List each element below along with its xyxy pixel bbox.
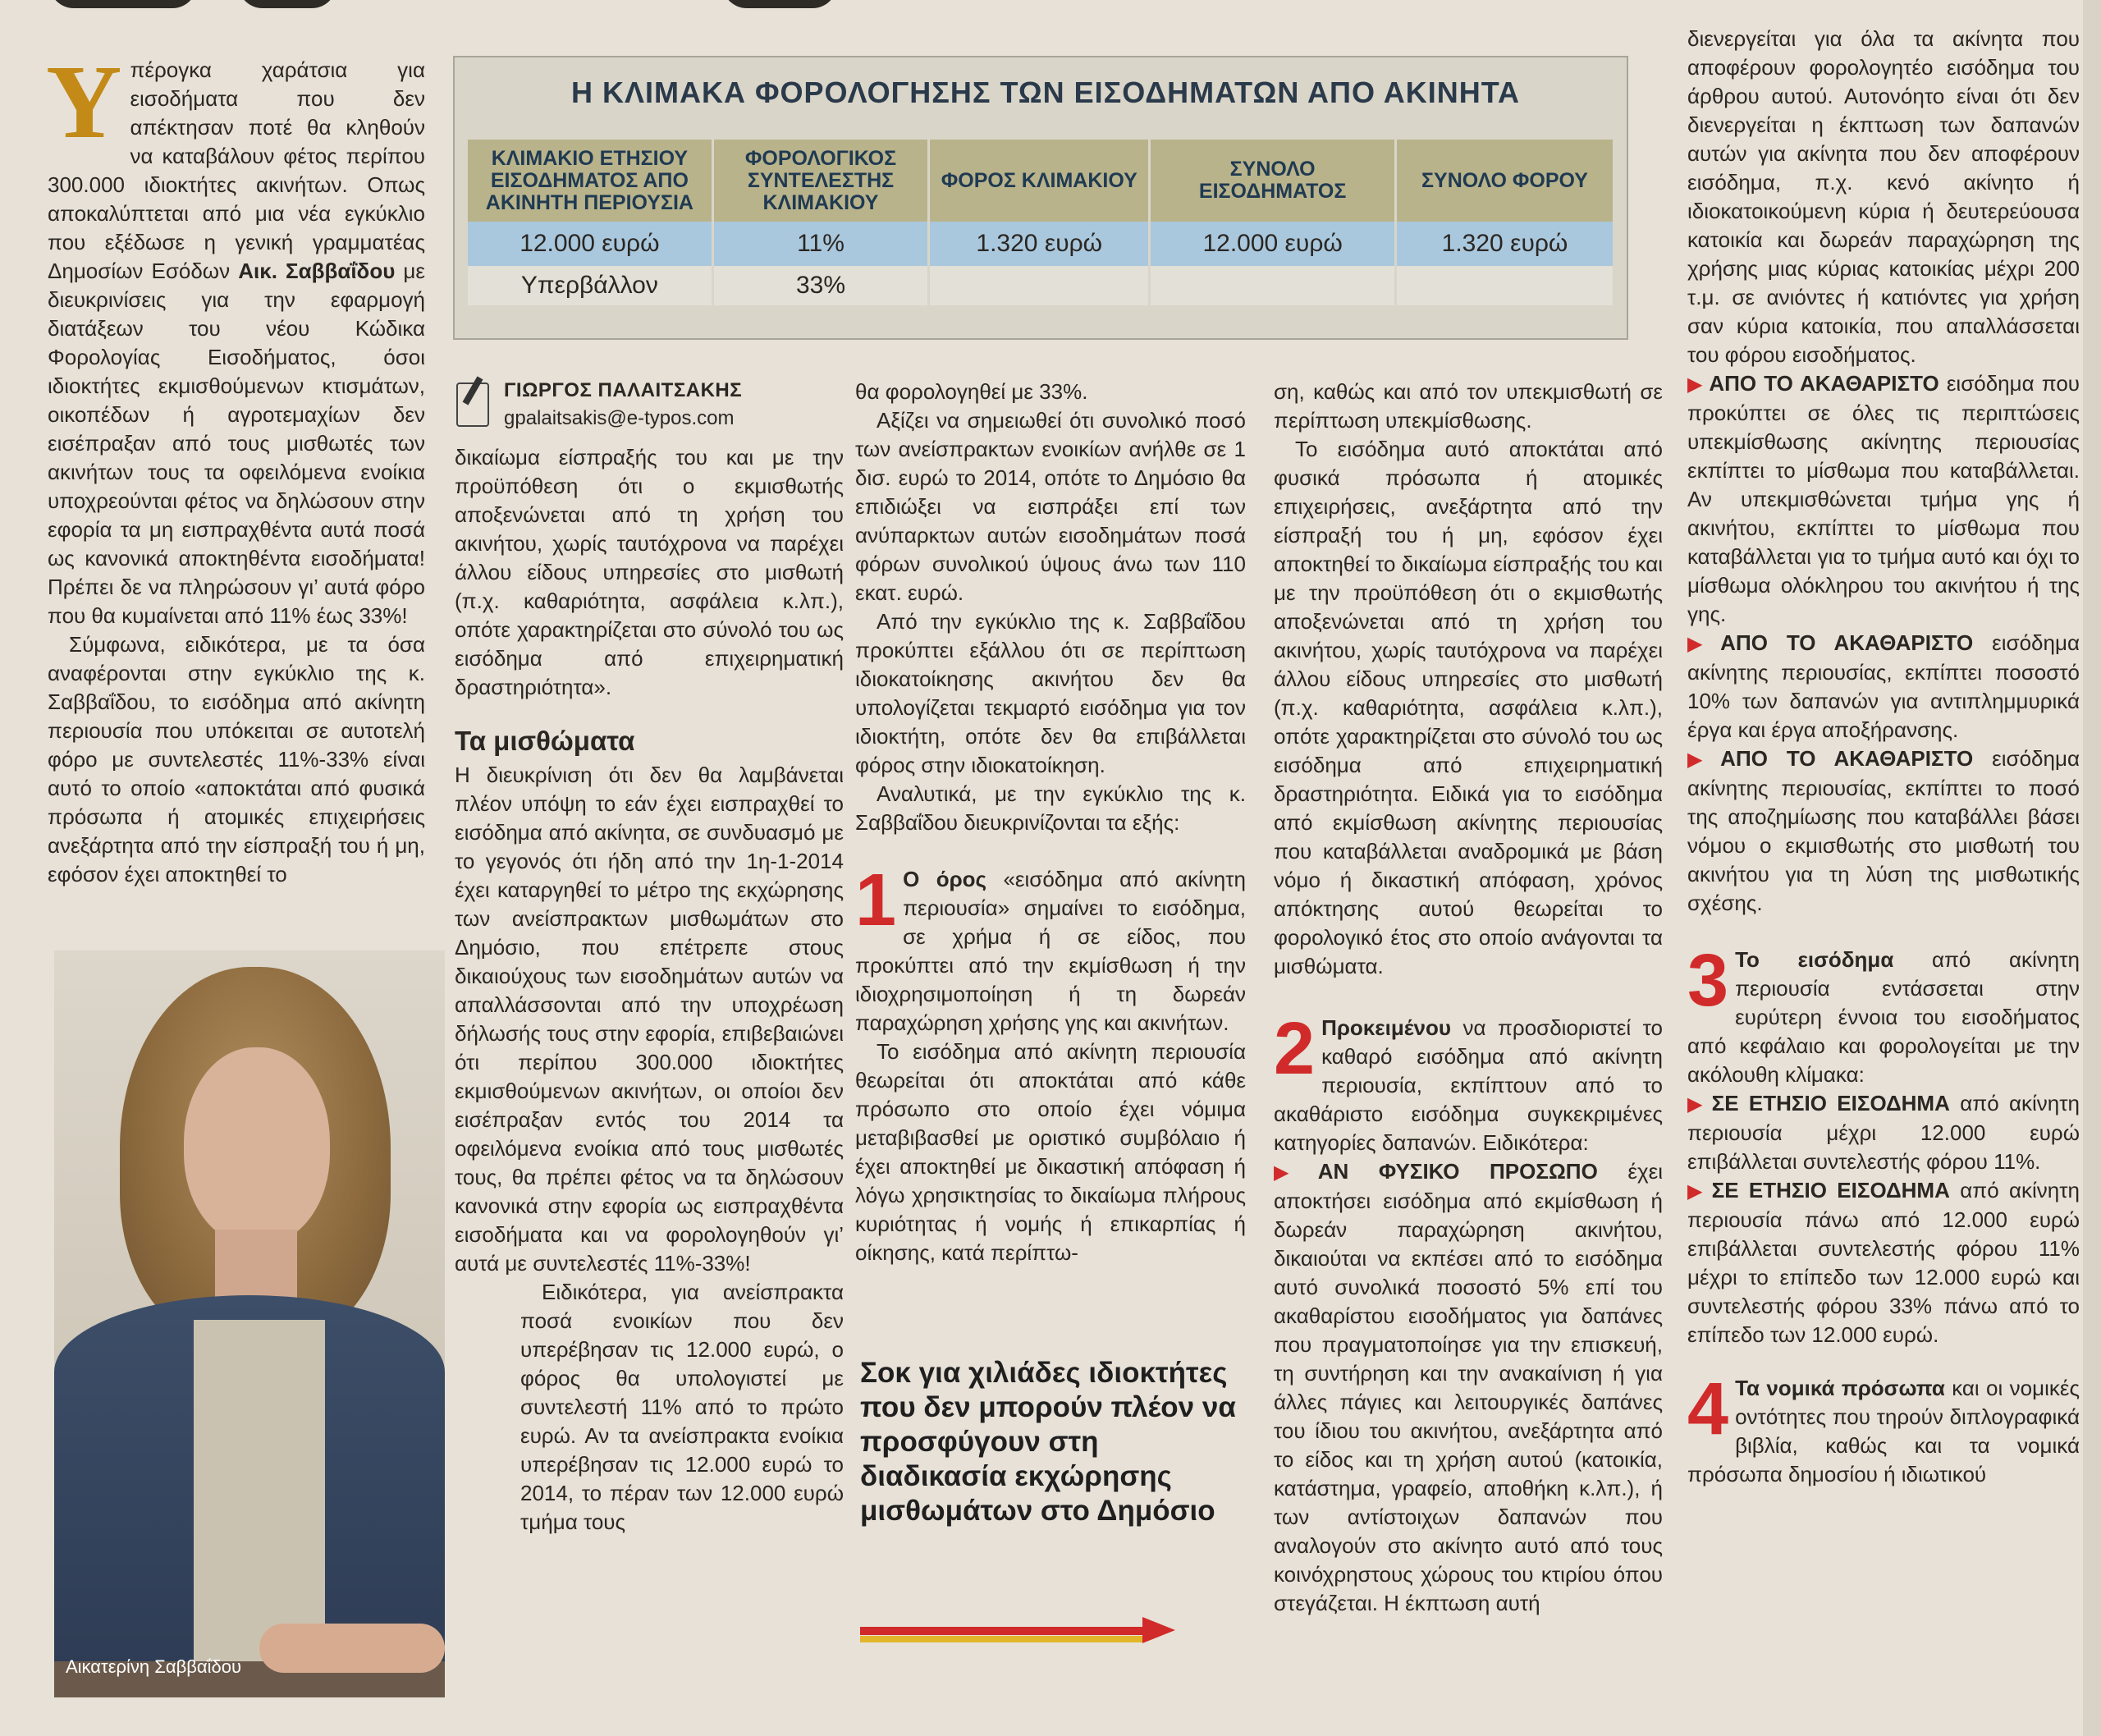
- numbered-item: [1274, 1008, 1663, 1157]
- table-title: Η ΚΛΙΜΑΚΑ ΦΟΡΟΛΟΓΗΣΗΣ ΤΩΝ ΕΙΣΟΔΗΜΑΤΩΝ ΑΠΟ ΑΚΙΝΗΤΑ: [570, 76, 1521, 109]
- table-cell: [1150, 266, 1396, 305]
- tax-scale-table: [468, 140, 1615, 305]
- bullet-item: [1687, 744, 2080, 918]
- paragraph: Το εισόδημα αυτό αποκτάται από φυσικά πρόσωπα ή ατομικές επιχειρήσεις, ανεξάρτητα από την είσπραξή του ή μη, εφόσον έχει αποκτηθεί το δικαίωμα είσπραξής του και με την προϋπόθεση ότι ο εκμισθωτής αποξενώνεται από τη χρήση του ακινήτου, χωρίς ταυτόχρονα να παρέχει άλλου είδους υπηρεσίες στο μισθωτή (π.χ. καθαριότητα, ασφάλεια κ.λπ.), οπότε χαρακτηρίζεται στο σύνολό του ως εισόδημα από επιχειρηματική δραστηριότητα. Ειδικά για το εισόδημα από εκμίσθωση ακίνητης περιουσίας που καταβάλλεται αναδρομικά με βάση νόμο ή δικαστική απόφαση, χρόνος απόκτησης αυτού θεωρείται το φορολογικό έτος στο οποίο ανάγονται τα μισθώματα.: [1274, 437, 1663, 978]
- bullet-text: εισόδημα ακίνητης περιουσίας, εκπίπτει το ποσό της αποζημίωσης που καταβάλλει βάσει νόμου ο εκμισθωτής στο μισθωτή του ακινήτου για τη λύση της μισθωτικής σχέσης.: [1687, 746, 2080, 915]
- bullet-text: από ακίνητη περιουσία μέχρι 12.000 ευρώ επιβάλλεται συντελεστής φόρου 11%.: [1687, 1091, 2080, 1174]
- bullet-lead: ΣΕ ΕΤΗΣΙΟ ΕΙΣΟΔΗΜΑ: [1711, 1091, 1950, 1115]
- bullet-item: [1274, 1157, 1663, 1618]
- tax-scale-table-box: [453, 56, 1628, 340]
- table-row: [468, 266, 1614, 305]
- arrow-icon: ▶: [1687, 1093, 1707, 1115]
- paragraph: ση, καθώς και από τον υπεκμισθωτή σε περίπτωση υπεκμίσθωσης.: [1274, 379, 1663, 433]
- headline-glyph: [722, 0, 837, 8]
- drop-cap: Υ: [46, 44, 122, 160]
- photo-face: [184, 1047, 330, 1244]
- bullet-item: [1687, 1176, 2080, 1349]
- item-text: και οι νομικές οντότητες που τηρούν διπλογραφικά βιβλία, καθώς και τα νομικά πρόσωπα δημοσίου ή ιδιωτικού: [1687, 1376, 2080, 1486]
- numbered-item: [1687, 940, 2080, 1089]
- table-cell: 11%: [712, 222, 928, 266]
- item-number: 1: [855, 859, 897, 941]
- article-column-4: [1274, 378, 1663, 1618]
- paragraph: θα φορολογηθεί με 33%.: [855, 379, 1088, 404]
- bullet-lead: ΣΕ ΕΤΗΣΙΟ ΕΙΣΟΔΗΜΑ: [1711, 1178, 1950, 1202]
- table-cell: 1.320 ευρώ: [929, 222, 1150, 266]
- bullet-lead: ΑΠΟ ΤΟ ΑΚΑΘΑΡΙΣΤΟ: [1720, 746, 1974, 771]
- arrow-icon: ▶: [1687, 1180, 1707, 1202]
- table-cell: [1396, 266, 1614, 305]
- headline-remnant: [49, 0, 1198, 16]
- table-cell: 33%: [712, 266, 928, 305]
- paragraph: Ειδικότερα, για ανείσπρακτα ποσά ενοικίων που δεν υπερέβησαν τις 12.000 ευρώ, ο φόρος θα υπολογιστεί με συντελεστή 11% από το πρώτο ευρώ. Αν τα ανείσπρακτα ενοίκια υπερέβησαν τις 12.000 ευρώ το 2014, το πέραν των 12.000 ευρώ τμήμα τους: [520, 1280, 844, 1534]
- bullet-item: [1687, 369, 2080, 629]
- item-lead: Τα νομικά πρόσωπα: [1735, 1376, 1945, 1400]
- table-cell: Υπερβάλλον: [468, 266, 712, 305]
- bullet-text: από ακίνητη περιουσία πάνω από 12.000 ευρώ επιβάλλεται συντελεστής φόρου 11% μέχρι το επίπεδο των 12.000 ευρώ και συντελεστής φόρου 33% πάνω από το επίπεδο των 12.000 ευρώ.: [1687, 1178, 2080, 1347]
- article-column-2: [455, 443, 844, 1537]
- pull-quote-notch: [1142, 1617, 1175, 1643]
- arrow-icon: ▶: [1274, 1161, 1313, 1184]
- page-edge: [2083, 0, 2101, 1736]
- bullet-text: εισόδημα που προκύπτει σε όλες τις περιπτώσεις υπεκμίσθωσης ακίνητης περιουσίας εκπίπτει το μίσθωμα που καταβάλλεται. Αν υπεκμισθώνεται τμήμα γης ή ακινήτου, εκπίπτει το μίσθωμα που καταβάλλεται για το τμήμα αυτό και όχι το μίσθωμα ολόκληρου του ακινήτου ή της γης.: [1687, 371, 2080, 626]
- table-cell: [929, 266, 1150, 305]
- item-lead: Προκειμένου: [1321, 1015, 1451, 1040]
- article-column-3: [855, 378, 1246, 1267]
- bullet-lead: ΑΠΟ ΤΟ ΑΚΑΘΑΡΙΣΤΟ: [1709, 371, 1939, 396]
- author-byline: [456, 379, 834, 435]
- portrait-photo: [54, 950, 445, 1697]
- item-number: 4: [1687, 1368, 1729, 1450]
- lead-paragraph: [46, 44, 426, 630]
- paragraph: Το εισόδημα από ακίνητη περιουσία θεωρείται ότι αποκτάται από κάθε πρόσωπο στο οποίο έχει νόμιμα μεταβιβασθεί με οριστικό συμβόλαιο ή έχει αποκτηθεί με δικαστική απόφαση ή λόγω χρησικτησίας το δικαίωμα πλήρους κυριότητας ή νομής ή επικαρπίας ή οίκησης, κατά περίπτω-: [855, 1039, 1246, 1265]
- bullet-lead: ΑΝ ΦΥΣΙΚΟ ΠΡΟΣΩΠΟ: [1317, 1159, 1598, 1184]
- item-number: 2: [1274, 1008, 1316, 1090]
- table-row: [468, 222, 1614, 266]
- bullet-item: [1687, 1089, 2080, 1176]
- table-header: ΦΟΡΟΣ ΚΛΙΜΑΚΙΟΥ: [929, 140, 1150, 222]
- headline-glyph: [238, 0, 336, 8]
- numbered-item: [1687, 1368, 2080, 1489]
- lead-text: πέρογκα χαράτσια για εισοδήματα που δεν απέκτησαν ποτέ θα κληθούν να καταβάλουν φέτος περίπου 300.000 ιδιοκτήτες ακινήτων. Οπως αποκαλύπτεται από μια νέα εγκύκλιο που εξέδωσε η γενική γραμματέας Δημοσίων Εσόδων: [48, 57, 425, 283]
- paragraph: Από την εγκύκλιο της κ. Σαββαΐδου προκύπτει εξάλλου ότι σε περίπτωση ιδιοκατοίκησης ακινήτου δεν θα υπολογίζεται τεκμαρτό εισόδημα για τον ιδιοκτήτη, οπότε δεν θα επιβάλλεται φόρος στην ιδιοκατοίκηση.: [855, 609, 1246, 777]
- paragraph: Αναλυτικά, με την εγκύκλιο της κ. Σαββαΐδου διευκρινίζονται τα εξής:: [855, 781, 1246, 835]
- table-cell: 12.000 ευρώ: [468, 222, 712, 266]
- pen-icon: [456, 382, 489, 427]
- numbered-item: [855, 859, 1246, 1037]
- paragraph: Σύμφωνα, ειδικότερα, με τα όσα αναφέρονται στην εγκύκλιο της κ. Σαββαΐδου, το εισόδημα από ακίνητη περιουσία που υπόκειται σε αυτοτελή φόρο με συντελεστές 11%-33% είναι αυτό το οποίο «αποκτάται από φυσικά πρόσωπα ή ατομικές επιχειρήσεις ανεξάρτητα από την είσπραξή του ή μη, εφόσον έχει αποκτηθεί το: [48, 632, 425, 886]
- photo-caption: Αικατερίνη Σαββαΐδου: [66, 1656, 242, 1677]
- table-header: ΚΛΙΜΑΚΙΟ ΕΤΗΣΙΟΥ ΕΙΣΟΔΗΜΑΤΟΣ ΑΠΟ ΑΚΙΝΗΤΗ ΠΕΡΙΟΥΣΙΑ: [468, 140, 712, 222]
- table-header: ΦΟΡΟΛΟΓΙΚΟΣ ΣΥΝΤΕΛΕΣΤΗΣ ΚΛΙΜΑΚΙΟΥ: [712, 140, 928, 222]
- item-text: από ακίνητη περιουσία εντάσσεται στην ευρύτερη έννοια του εισοδήματος από κεφάλαιο και φορολογείται με την ακόλουθη κλίμακα:: [1687, 947, 2080, 1087]
- table-header: ΣΥΝΟΛΟ ΕΙΣΟΔΗΜΑΤΟΣ: [1150, 140, 1396, 222]
- paragraph: Αξίζει να σημειωθεί ότι συνολικό ποσό των ανείσπρακτων ενοικίων ανήλθε σε 1 δισ. ευρώ το 2014, οπότε το Δημόσιο θα επιδιώξει να εισπράξει επί των ανύπαρκτων αυτών εισοδημάτων ποσά φόρων συνολικού ύψους άνω των 110 εκατ. ευρώ.: [855, 408, 1246, 605]
- table-cell: 12.000 ευρώ: [1150, 222, 1396, 266]
- article-column-5: [1687, 25, 2080, 1489]
- item-lead: Ο όρος: [903, 867, 987, 891]
- table-cell: 1.320 ευρώ: [1396, 222, 1614, 266]
- item-text: «εισόδημα από ακίνητη περιουσία» σημαίνει το εισόδημα, σε χρήμα ή σε είδος, που προκύπτει από την εκμίσθωση ή την ιδιοχρησιμοποίηση ή τη δωρεάν παραχώρηση χρήσης γης και ακινήτων.: [855, 867, 1246, 1035]
- pull-quote: [860, 1356, 1246, 1651]
- arrow-icon: ▶: [1687, 749, 1716, 771]
- headline-glyph: [49, 0, 197, 8]
- pull-quote-stripe: [860, 1627, 1142, 1635]
- author-name: ΓΙΩΡΓΟΣ ΠΑΛΑΙΤΣΑΚΗΣ: [504, 379, 743, 401]
- arrow-icon: ▶: [1687, 373, 1705, 396]
- bullet-text: έχει αποκτήσει εισόδημα από εκμίσθωση ή δωρεάν παραχώρηση ακινήτου, δικαιούται να εκπέσει από το εισόδημα αυτό συνολικά ποσοστό 5% επί του ακαθαρίστου εισοδήματος για δαπάνες που πραγματοποίησε για την επισκευή, τη συντήρηση και την ανακαίνιση ή για άλλες πάγιες και λειτουργικές δαπάνες του ίδιου του ακινήτου, ανεξάρτητα από το είδος και τη χρήση αυτού (κατοικία, κατάστημα, γραφείο, αποθήκη κ.λπ.), ή των αντίστοιχων δαπανών που αναλογούν στο ακίνητο αυτό από τους κοινόχρηστους χώρους του κτιρίου όπου στεγάζεται. Η έκπτωση αυτή: [1274, 1159, 1663, 1615]
- paragraph: διενεργείται για όλα τα ακίνητα που αποφέρουν φορολογητέο εισόδημα του άρθρου αυτού. Αυτονόητο είναι ότι δεν διενεργείται η έκπτωση των δαπανών αυτών για ακίνητα που δεν αποφέρουν εισόδημα, π.χ. κενό ακίνητο ή ιδιοκατοικούμενη κύρια ή δευτερεύουσα κατοικία και δωρεάν παραχώρηση της χρήσης μιας κύριας κατοικίας μέχρι 200 τ.μ. σε ανιόντες ή κατιόντες για χρήση σαν κύρια κατοικία, που απαλλάσσεται του φόρου εισοδήματος.: [1687, 26, 2080, 367]
- item-text: να προσδιοριστεί το καθαρό εισόδημα από ακίνητη περιουσία, εκπίπτουν από το ακαθάριστο εισόδημα συγκεκριμένες κατηγορίες δαπανών. Ειδικότερα:: [1274, 1015, 1663, 1155]
- item-lead: Το εισόδημα: [1735, 947, 1894, 972]
- bullet-lead: ΑΠΟ ΤΟ ΑΚΑΘΑΡΙΣΤΟ: [1720, 630, 1974, 655]
- lead-text-cont: με διευκρινίσεις για την εφαρμογή διατάξεων του νέου Κώδικα Φορολογίας Εισοδήματος, όσοι ιδιοκτήτες εκμισθούμενων κτισμάτων, οικοπέδων ή αγροτεμαχίων δεν εισέπραξαν από τους μισθωτές των ακινήτων τους τα οφειλόμενα ενοίκια υποχρεούνται φέτος να δηλώσουν στην εφορία τα μη εισπραχθέντα αυτά ποσά ως κανονικά αποκτηθέντα εισοδήματα! Πρέπει δε να πληρώσουν γι’ αυτά φόρο που θα κυμαίνεται από 11% έως 33%!: [48, 259, 426, 628]
- author-email: gpalaitsakis@e-typos.com: [504, 407, 735, 429]
- paragraph: Η διευκρίνιση ότι δεν θα λαμβάνεται πλέον υπόψη το εάν έχει εισπραχθεί το εισόδημα από ακίνητα, σε συνδυασμό με το γεγονός ότι ήδη από την 1η-1-2014 έχει καταργηθεί το μέτρο της εκχώρησης των ανείσπρακτων μισθωμάτων στο Δημόσιο, που επέτρεπε στους δικαιούχους των εισοδημάτων αυτών να απαλλάσσονται από την υποχρέωση δήλωσής τους στην εφορία, επιβεβαιώνει ότι περίπου 300.000 ιδιοκτήτες εκμισθούμενων ακινήτων, οι οποίοι δεν εισέπραξαν εντός του 2014 τα οφειλόμενα ενοίκια από τους μισθωτές τους, θα πρέπει φέτος να τα δηλώσουν κανονικά στην εφορία ως εισπραχθέντα εισοδήματα και να φορολογηθούν γι’ αυτά με συντελεστές 11%-33%!: [455, 763, 844, 1276]
- subheading: Τα μισθώματα: [455, 726, 635, 756]
- pull-quote-stripe: [860, 1636, 1142, 1642]
- table-header: ΣΥΝΟΛΟ ΦΟΡΟΥ: [1396, 140, 1614, 222]
- paragraph: δικαίωμα είσπραξής του και με την προϋπόθεση ότι ο εκμισθωτής αποξενώνεται από τη χρήση του ακινήτου, χωρίς ταυτόχρονα να παρέχει άλλου είδους υπηρεσίες στο μισθωτή (π.χ. καθαριότητα, ασφάλεια κ.λπ.), οπότε χαρακτηρίζεται στο σύνολό του ως εισόδημα από επιχειρηματική δραστηριότητα».: [455, 445, 844, 699]
- item-number: 3: [1687, 940, 1729, 1022]
- arrow-icon: ▶: [1687, 633, 1716, 655]
- pull-quote-text: Σοκ για χιλιάδες ιδιοκτήτες που δεν μπορούν πλέον να προσφύγουν στη διαδικασία εκχώρησης μισθωμάτων στο Δημόσιο: [860, 1357, 1236, 1527]
- photo-hands: [259, 1624, 445, 1673]
- bullet-text: εισόδημα ακίνητης περιουσίας, εκπίπτει ποσοστό 10% των δαπανών για αντιπλημμυρικά έργα και έργα αποξήρανσης.: [1687, 630, 2080, 742]
- bullet-item: [1687, 629, 2080, 744]
- lead-bold-name: Αικ. Σαββαΐδου: [238, 259, 396, 283]
- article-column-1: [46, 44, 426, 889]
